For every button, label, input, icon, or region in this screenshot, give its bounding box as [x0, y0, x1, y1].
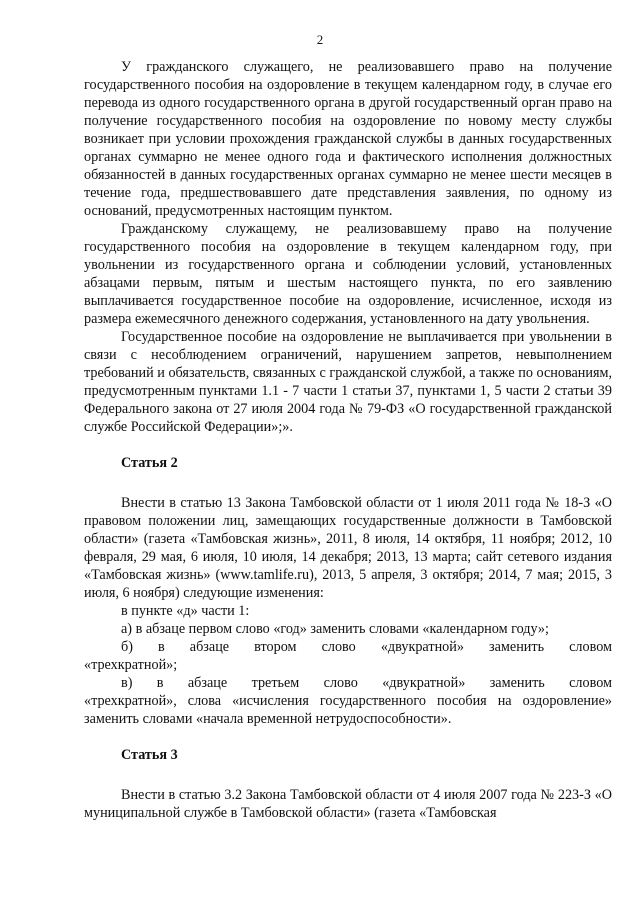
article-3-intro: Внести в статью 3.2 Закона Тамбовской области от 4 июля 2007 года № 223-З «О муниципальной службе в Тамбовской области» (газета «Тамбовская — [84, 787, 612, 821]
article-2-intro: Внести в статью 13 Закона Тамбовской области от 1 июля 2011 года № 18-З «О правовом положении лиц, замещающих государственные должности в Тамбовской области» (газета «Тамбовская жизнь», 2011, 8 июля, 14 октября, 11 ноября; 2012, 10 февраля, 29 мая, 6 июля, 10 июля, 14 декабря; 2013, 13 марта; сайт сетевого издания «Тамбовская жизнь» (www.tamlife.ru), 2013, 5 апреля, 3 октября; 2014, 7 мая; 2015, 3 июля, 6 ноября) следующие изменения: — [84, 495, 612, 601]
article-2-item-b-line1: б) в абзаце втором слово «двукратной» заменить словом — [121, 639, 612, 655]
article-2-point-d: в пункте «д» части 1: — [121, 603, 250, 619]
article-2-item-c-line2: «трехкратной», слова «исчисления государственного пособия на оздоровление» заменить словами «начала временной нетрудоспособности». — [84, 693, 612, 727]
article-2-item-a: а) в абзаце первом слово «год» заменить словами «календарном году»; — [121, 621, 549, 637]
paragraph-not-paid: Государственное пособие на оздоровление не выплачивается при увольнении в связи с несоблюдением ограничений, нарушением запретов, невыполнением требований и обязательств, связанных с гражданской службой, а также по основаниям, предусмотренным пунктами 1.1 - 7 части 1 статьи 37, пунктами 1, 5 части 2 статьи 39 Федерального закона от 27 июля 2004 года № 79-ФЗ «О государственной гражданской службе Российской Федерации»;». — [84, 329, 612, 435]
page-number: 2 — [316, 32, 324, 47]
article-2-heading: Статья 2 — [121, 455, 178, 471]
document-body — [84, 58, 612, 822]
paragraph-dismissal: Гражданскому служащему, не реализовавшему право на получение государственного пособия на оздоровление в текущем календарном году, при увольнении из государственного органа и соблюдении условий, установленных абзацами первым, пятым и шестым настоящего пункта, по его заявлению выплачивается государственное пособие на оздоровление, исчисленное, исходя из размера ежемесячного денежного содержания, установленного на дату увольнения. — [84, 221, 612, 327]
article-2-item-c-line1: в) в абзаце третьем слово «двукратной» заменить словом — [121, 675, 612, 691]
article-3-heading: Статья 3 — [121, 747, 178, 763]
article-2-item-b-line2: «трехкратной»; — [84, 657, 178, 673]
paragraph-transfer: У гражданского служащего, не реализовавшего право на получение государственного пособия на оздоровление в текущем календарном году, в случае его перевода из одного государственного органа в другой государственный орган право на получение государственного пособия на оздоровление по новому месту службы возникает при условии прохождения гражданской службы в данных государственных органах суммарно не менее одного года и фактического исполнения должностных обязанностей в данных государственных органах суммарно не менее шести месяцев в течение года, предшествовавшего дате представления заявления, по одному из оснований, предусмотренных настоящим пунктом. — [84, 59, 612, 219]
